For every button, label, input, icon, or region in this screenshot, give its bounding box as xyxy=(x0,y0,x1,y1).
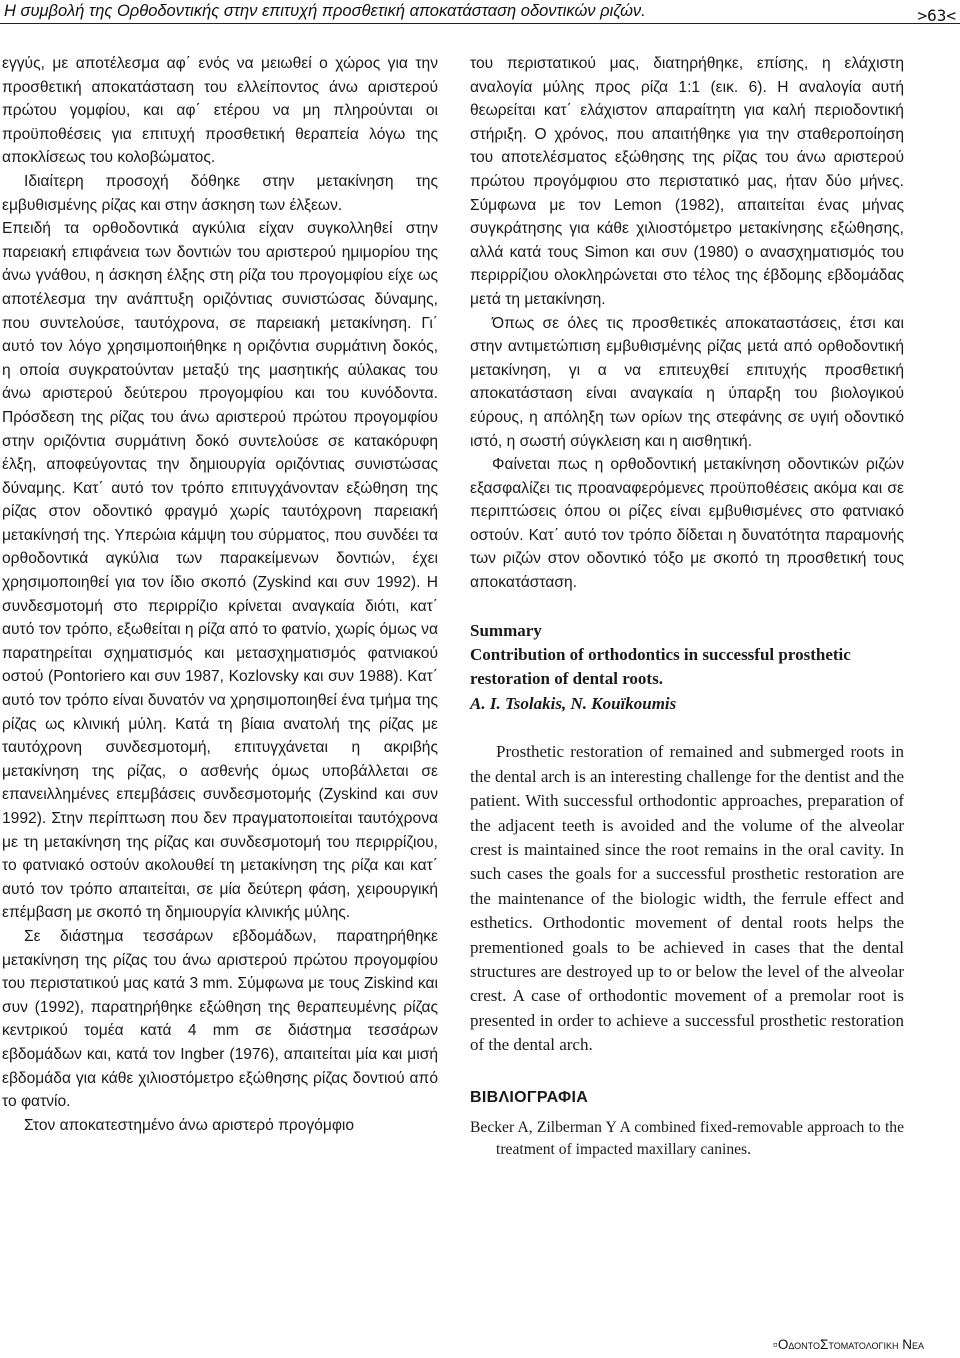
summary-body: Prosthetic restoration of remained and submerged roots in the dental arch is an interesting challenge for the dentist and the patient. With successful orthodontic approaches, preparation of the adjacent teeth is avoided and the volume of the alveolar crest is maintained since the root remains in the oral cavity. In such cases the goals for a successful prosthetic restoration are the maintenance of the biologic width, the ferrule effect and esthetics. Orthodontic movement of dental roots helps the prementioned goals to be achieved in cases that the dental structures are destroyed up to or below the level of the alveolar crest. A case of orthodontic movement of a premolar root is presented in order to achieve a successful prosthetic restoration of the dental arch. xyxy=(470,742,904,1055)
header-rule xyxy=(0,23,960,24)
page-header xyxy=(0,0,960,34)
running-title: Η συμβολή της Ορθοδοντικής στην επιτυχή προσθετική αποκατάσταση οδοντικών ριζών. xyxy=(4,2,646,20)
left-column xyxy=(2,52,438,1137)
page-number: >63< xyxy=(917,6,956,25)
summary-heading: Summary xyxy=(470,620,542,640)
paragraph: Στον αποκατεστημένο άνω αριστερό προγόμφιο xyxy=(24,1116,355,1134)
summary-title: Contribution of orthodontics in successful prosthetic restoration of dental roots. xyxy=(470,645,851,689)
right-column xyxy=(470,52,904,1161)
journal-footer xyxy=(773,1337,924,1352)
section-spacer xyxy=(470,595,904,619)
paragraph: του περιστατικού μας, διατηρήθηκε, επίσης, η ελάχιστη αναλογία μύλης προς ρίζα 1:1 (εικ. 6). Η αναλογία αυτή θεωρείται κατ΄ ελάχιστον απαραίτητη για καλή περιοδοντική στήριξη. Ο χρόνος, που απαιτήθηκε για την σταθεροποίηση του αποτελέσματος εξώθησης της ρίζας του άνω αριστερού πρώτου προγόμφιου στο περιστατικό μας, ήταν δύο μήνες. Σύμφωνα με τον Lemon (1982), απαιτείται ένας μήνας συγκράτησης για κάθε χιλιοστόμετρο μετακίνησης εξώθησης, αλλά κατά τους Simon και συν (1980) ο ανασχηματισμός του περιρρίζιου ολοκληρώνεται στο τέλος της έβδομης εβδομάδας μετά τη μετακίνηση. xyxy=(470,55,904,308)
journal-name: ΟδοντοΣτοματολογικη Νεα xyxy=(777,1337,924,1352)
bibliography-item: Becker A, Zilberman Y A combined fixed-removable approach to the treatment of impacted maxillary canines. xyxy=(470,1119,904,1159)
paragraph: Όπως σε όλες τις προσθετικές αποκαταστάσεις, έτσι και στην αντιμετώπιση εμβυθισμένης ρίζας μετά από ορθοδοντική μετακίνηση, γι α να επιτευχθεί επιτυχής προσθετική αποκατάσταση είναι αναγκαία η ύπαρξη του βιολογικού εύρους, η απόληξη των ορίων της στεφάνης σε υγιή οδοντικό ιστό, η σωστή σύγκλειση και η αισθητική. xyxy=(470,314,904,450)
paragraph: Ιδιαίτερη προσοχή δόθηκε στην μετακίνηση της εμβυθισμένης ρίζας και στην άσκηση των έλξεων. xyxy=(2,172,438,214)
small-square-icon: ▫ xyxy=(773,1337,778,1352)
paragraph: Φαίνεται πως η ορθοδοντική μετακίνηση οδοντικών ριζών εξασφαλίζει τις προαναφερόμενες προϋποθέσεις ακόμα και σε περιπτώσεις όπου οι ρίζες είναι εμβυθισμένες στο φατνιακό οστούν. Κατ΄ αυτό τον τρόπο δίδεται η δυνατότητα παραμονής των ριζών στον οδοντικό τόξο με σκοπό τη προσθετική τους αποκατάσταση. xyxy=(470,456,904,592)
paragraph: Επειδή τα ορθοδοντικά αγκύλια είχαν συγκολληθεί στην παρειακή επιφάνεια των δοντιών του αριστερού ημιμορίου της άνω γνάθου, η άσκηση έλξης στη ρίζα του προγομφίου είχε ως αποτέλεσμα την ανάπτυξη οριζόντιας συνιστώσας δύναμης, που συντελούσε, ταυτόχρονα, σε παρειακή μετακίνηση. Γι΄ αυτό τον λόγο χρησιμοποιήθηκε η οριζόντια συρμάτινη δοκός, η οποία συγκρατούνταν μεταξύ της μασητικής αύλακας του άνω αριστερού δεύτερου προγομφίου και του κυνόδοντα. Πρόσδεση της ρίζας του άνω αριστερού πρώτου προγομφίου στην οριζόντια συρμάτινη δοκό συντελούσε σε κατακόρυφη έλξη, αποφεύγοντας την δημιουργία οριζόντιας συνιστώσας δύναμης. Κατ΄ αυτό τον τρόπο επιτυγχάνονταν εξώθηση της ρίζας στον οδοντικό φραγμό χωρίς ταυτόχρονη παρειακή μετακίνησή της. Υπερώια κάμψη του σύρματος, που συνδέει τα ορθοδοντικά αγκύλια των παρακείμενων δοντιών, έχει χρησιμοποιηθεί για τον ίδιο σκοπό (Zyskind και συν 1992). Η συνδεσμοτομή στο περιρρίζιο κρίνεται αναγκαία διότι, κατ΄ αυτό τον τρόπο, εξωθείται η ρίζα από το φατνίο, χωρίς όμως να παρατηρείται σχηματισμός και μετασχηματισμός φατνιακού οστού (Pontoriero και συν 1987, Kozlovsky και συν 1988). Κατ΄ αυτό τον τρόπο είναι δυνατόν να χρησιμοποιηθεί ένα τμήμα της ρίζας ως κλινική μύλη. Κατά τη βίαια ανατολή της ρίζας με ταυτόχρονη συνδεσμοτομή, επιτυγχάνεται η ακριβής μετακίνηση της ρίζας, ο ασθενής όμως υποβάλλεται σε επανειλλημένες επεμβάσεις συνδεσμοτομής (Zyskind και συν 1992). Στην περίπτωση που δεν πραγματοποιείται ταυτόχρονα με τη μετακίνηση της ρίζας και συνδεσμοτομή του περιρρίζιου, το φατνιακό οστούν ακολουθεί τη μετακίνηση της ρίζα και κατ΄ αυτό τον τρόπο απαιτείται, σε μία δεύτερη φάση, χειρουργική επέμβαση με σκοπό τη δημιουργία κλινικής μύλης. xyxy=(2,220,438,922)
paragraph: Σε διάστημα τεσσάρων εβδομάδων, παρατηρήθηκε μετακίνηση της ρίζας του άνω αριστερού πρώτου προγομφίου του περιστατικού μας κατά 3 mm. Σύμφωνα με τους Ziskind και συν (1992), παρατηρήθηκε εξώθηση της θεραπευμένης ρίζας κεντρικού τομέα κατά 4 mm σε διάστημα τεσσάρων εβδομάδων και, κατά τον Ingber (1976), απαιτείται μία και μισή εβδομάδα για κάθε χιλιοστόμετρο εξώθησης ρίζας δοντιού από το φατνίο. xyxy=(2,927,438,1111)
bibliography-heading: ΒΙΒΛΙΟΓΡΑΦΙΑ xyxy=(470,1088,589,1106)
paragraph: εγγύς, με αποτέλεσμα αφ΄ ενός να μειωθεί ο χώρος για την προσθετική αποκατάσταση του ελλείποντος άνω αριστερού πρώτου γομφίου, και αφ΄ ετέρου να μη πληρούνται οι προϋποθέσεις για επιτυχή προσθετική θεραπεία λόγω της αποκλίσεως του κολοβώματος. xyxy=(2,55,438,167)
summary-authors: A. I. Tsolakis, N. Kouïkoumis xyxy=(470,693,677,713)
